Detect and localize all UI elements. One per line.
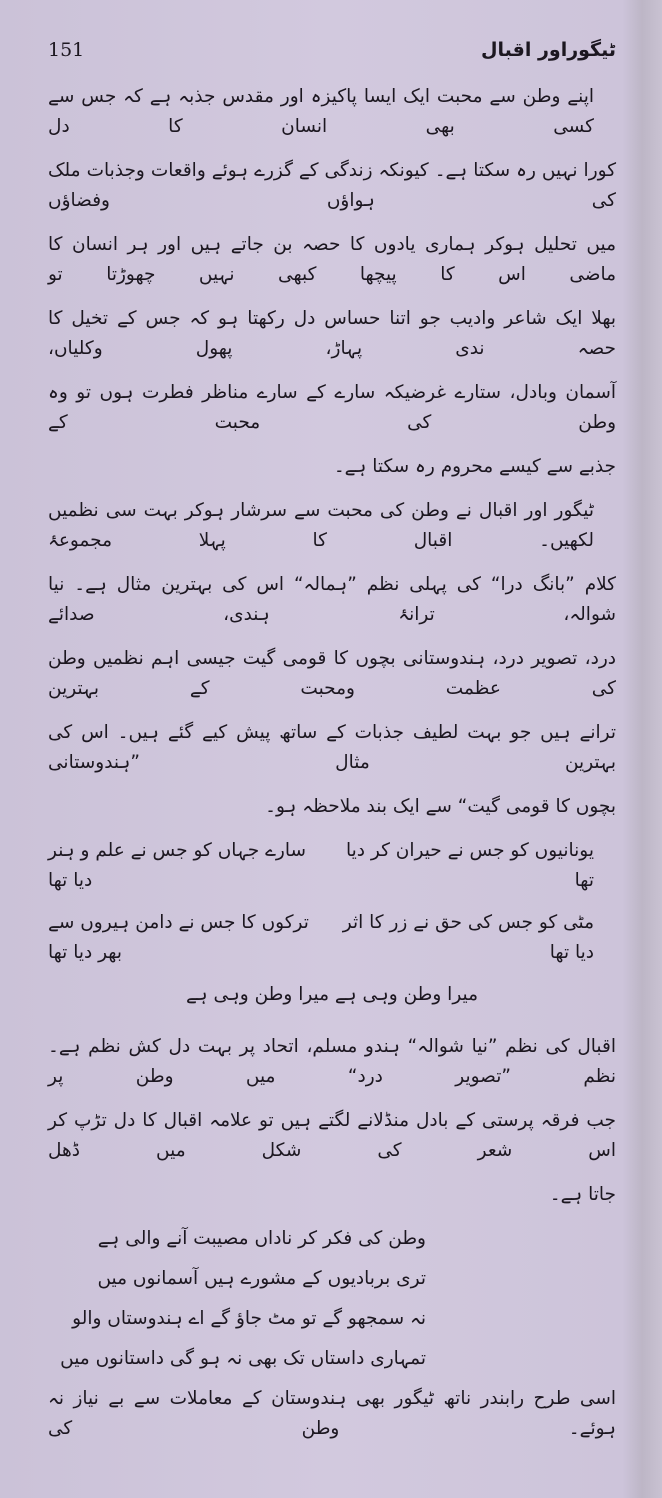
page-header <box>48 32 616 68</box>
paragraph-4 <box>48 1384 616 1444</box>
verse-block-2 <box>48 1224 616 1374</box>
verse-block-1 <box>48 836 616 1010</box>
text-line: جب فرقہ پرستی کے بادل منڈلانے لگتے ہیں تو علامہ اقبال کا دل تڑپ کر اس شعر کی شکل میں ڈھل <box>48 1110 616 1161</box>
text-line: جذبے سے کیسے محروم رہ سکتا ہے۔ <box>333 456 616 477</box>
verse-hemistich: یونانیوں کو جس نے حیران کر دیا تھا <box>345 840 594 891</box>
verse-line: تمہاری داستاں تک بھی نہ ہو گی داستانوں میں <box>60 1348 426 1369</box>
text-line: میں تحلیل ہوکر ہماری یادوں کا حصہ بن جاتے ہیں اور ہر انسان کا ماضی اس کا پیچھا کبھی نہیں چھوڑتا تو <box>48 234 616 285</box>
verse-line: وطن کی فکر کر ناداں مصیبت آنے والی ہے <box>97 1228 426 1249</box>
text-line: بچوں کا قومی گیت“ سے ایک بند ملاحظہ ہو۔ <box>265 796 616 817</box>
verse-hemistich: مٹی کو جس کی حق نے زر کا اثر دیا تھا <box>342 912 594 963</box>
text-line: اسی طرح رابندر ناتھ ٹیگور بھی ہندوستان کے معاملات سے بے نیاز نہ ہوئے۔ وطن کی <box>48 1388 616 1439</box>
running-title: ٹیگوراور اقبال <box>481 39 616 61</box>
text-line: اپنے وطن سے محبت ایک ایسا پاکیزہ اور مقدس جذبہ ہے کہ جس سے کسی بھی انسان کا دل <box>48 86 594 137</box>
text-line: ٹیگور اور اقبال نے وطن کی محبت سے سرشار ہوکر بہت سی نظمیں لکھیں۔ اقبال کا پہلا مجموعۂ <box>48 500 594 551</box>
verse-refrain: میرا وطن وہی ہے میرا وطن وہی ہے <box>185 984 479 1005</box>
couplet <box>48 836 616 896</box>
text-line: جاتا ہے۔ <box>549 1184 616 1205</box>
verse-hemistich: سارے جہاں کو جس نے علم و ہنر دیا تھا <box>48 840 306 891</box>
page-number: 151 <box>48 39 85 61</box>
couplet <box>48 908 616 968</box>
text-line: ترانے ہیں جو بہت لطیف جذبات کے ساتھ پیش کیے گئے ہیں۔ اس کی بہترین مثال ”ہندوستانی <box>48 722 616 773</box>
verse-line: نہ سمجھو گے تو مٹ جاؤ گے اے ہندوستاں والو <box>72 1308 426 1329</box>
text-line: بھلا ایک شاعر وادیب جو اتنا حساس دل رکھتا ہو کہ جس کے تخیل کا حصہ ندی پہاڑ، پھول وکلیاں، <box>48 308 616 359</box>
paragraph-3 <box>48 1032 616 1210</box>
text-line: اقبال کی نظم ”نیا شوالہ“ ہندو مسلم، اتحاد پر بہت دل کش نظم ہے۔ نظم ”تصویر درد“ میں وطن پر <box>48 1036 616 1087</box>
paragraph-2 <box>48 496 616 822</box>
text-line: درد، تصویر درد، ہندوستانی بچوں کا قومی گیت جیسی اہم نظمیں وطن کی عظمت ومحبت کے بہترین <box>48 648 616 699</box>
verse-hemistich: ترکوں کا جس نے دامن ہیروں سے بھر دیا تھا <box>48 912 309 963</box>
paragraph-1 <box>48 82 616 482</box>
text-line: آسمان وبادل، ستارے غرضیکہ سارے کے سارے مناظر فطرت ہوں تو وہ وطن کی محبت کے <box>48 382 616 433</box>
text-line: کلام ”بانگ درا“ کی پہلی نظم ”ہمالہ“ اس کی بہترین مثال ہے۔ نیا شوالہ، ترانۂ ہندی، صدائے <box>48 574 616 625</box>
verse-line: تری بربادیوں کے مشورے ہیں آسمانوں میں <box>97 1268 426 1289</box>
text-line: کورا نہیں رہ سکتا ہے۔ کیونکہ زندگی کے گزرے ہوئے واقعات وجذبات ملک کی ہواؤں وفضاؤں <box>48 160 616 211</box>
